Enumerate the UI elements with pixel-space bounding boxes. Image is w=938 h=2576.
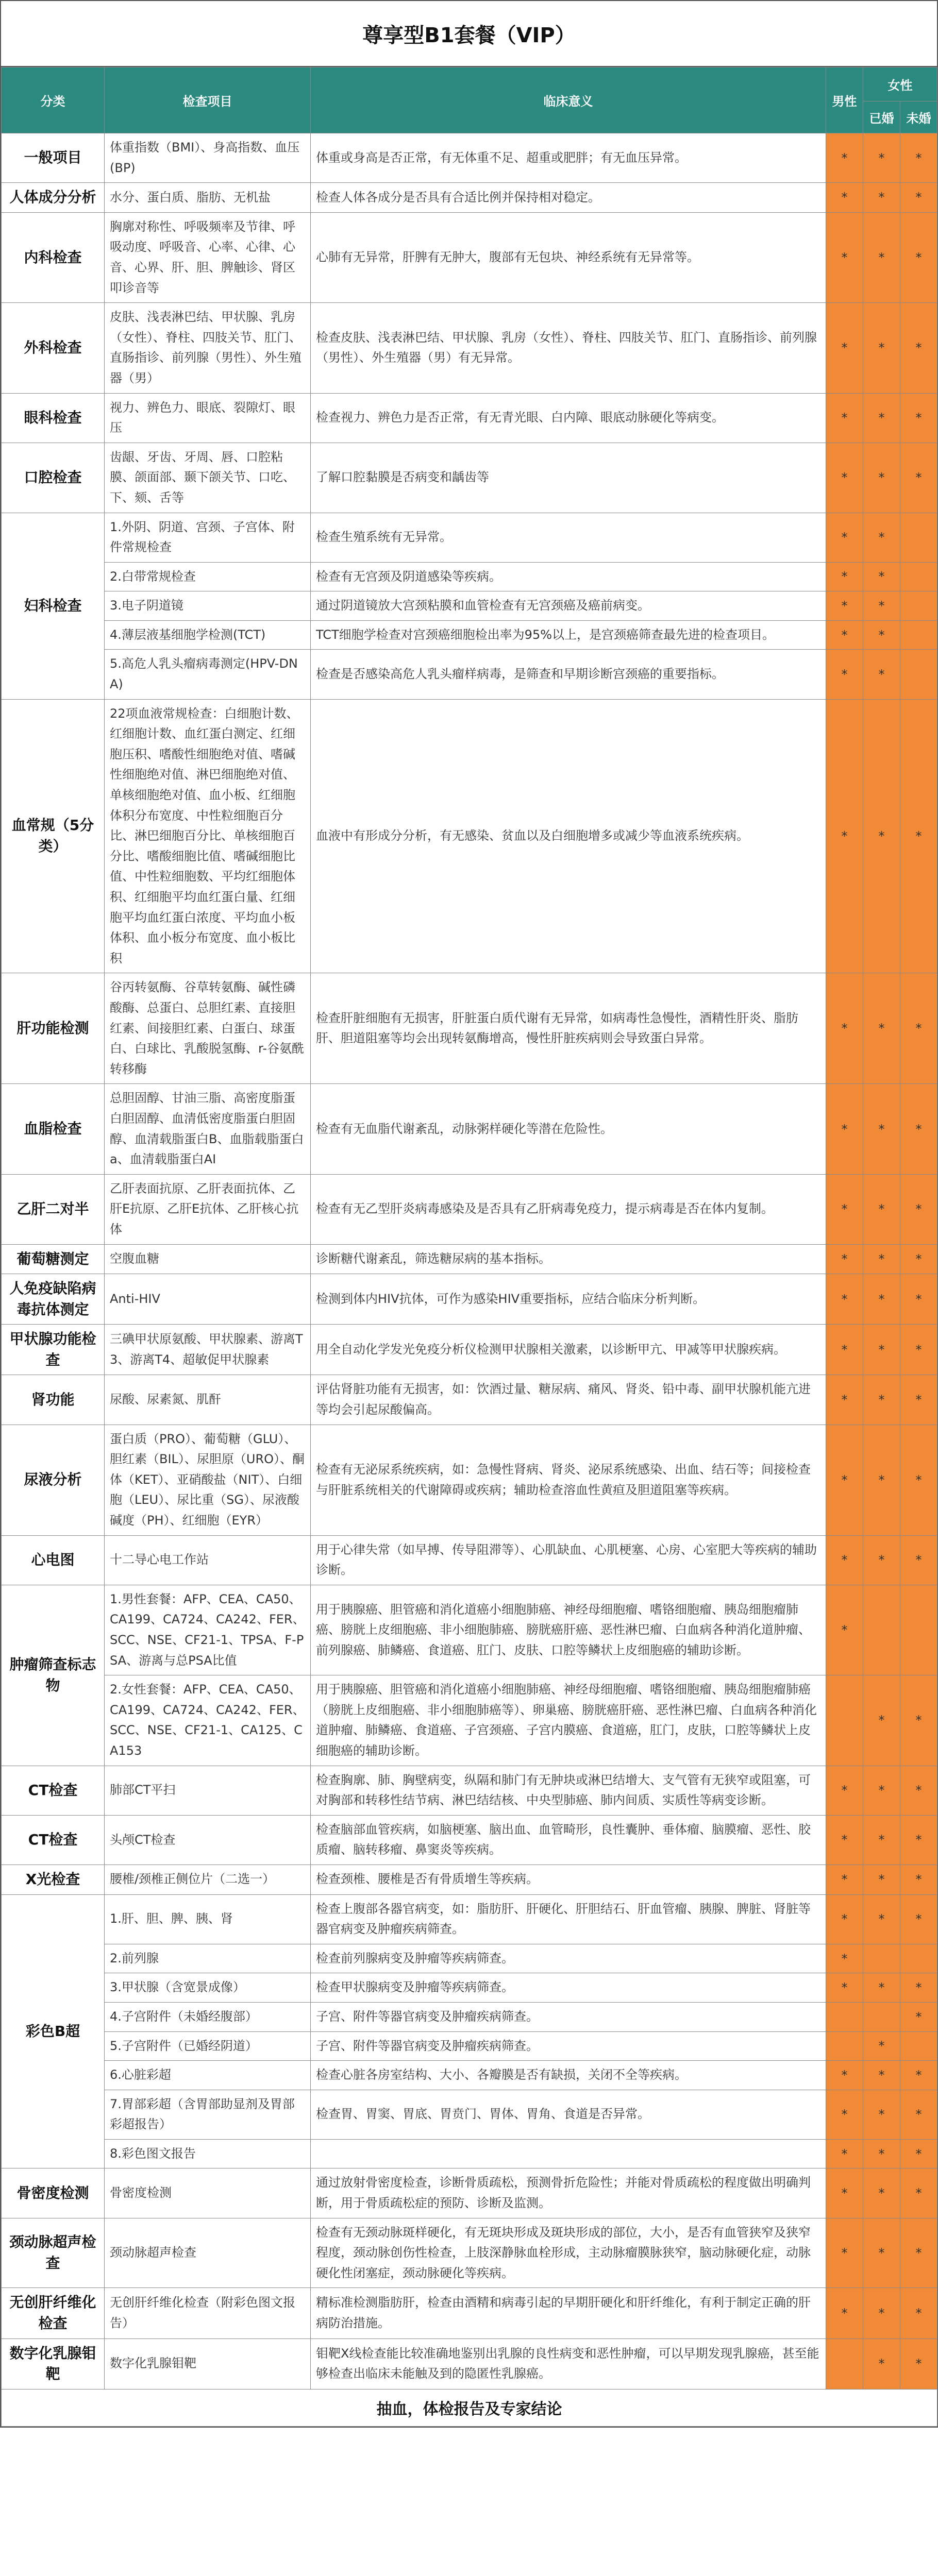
unmarried-mark xyxy=(900,650,937,699)
row-items: 3.电子阴道镜 xyxy=(105,591,311,621)
row-category: 乙肝二对半 xyxy=(2,1174,105,1244)
table-row xyxy=(2,2288,937,2338)
row-items: 头颅CT检查 xyxy=(105,1815,311,1865)
row-items: 蛋白质（PRO）、葡萄糖（GLU）、胆红素（BIL）、尿胆原（URO）、酮体（KET）、亚硝酸盐（NIT）、白细胞（LEU）、尿比重（SG）、尿液酸碱度（PH）、红细胞（EYR） xyxy=(105,1425,311,1535)
male-mark: * xyxy=(826,303,863,393)
row-category: 肿瘤筛查标志物 xyxy=(2,1585,105,1766)
male-mark: * xyxy=(826,1766,863,1815)
row-meaning: 检查颈椎、腰椎是否有骨质增生等疾病。 xyxy=(311,1865,826,1894)
unmarried-mark: * xyxy=(900,2168,937,2218)
row-category: 内科检查 xyxy=(2,212,105,302)
unmarried-mark: * xyxy=(900,133,937,183)
male-mark: * xyxy=(826,1944,863,1973)
row-items: 5.高危人乳头瘤病毒测定(HPV-DNA) xyxy=(105,650,311,699)
row-items: 水分、蛋白质、脂肪、无机盐 xyxy=(105,183,311,213)
married-mark: * xyxy=(863,133,900,183)
row-category: 妇科检查 xyxy=(2,513,105,699)
row-meaning: 血液中有形成分分析，有无感染、贫血以及白细胞增多或减少等血液系统疾病。 xyxy=(311,699,826,973)
header-female: 女性 xyxy=(863,67,937,101)
married-mark: * xyxy=(863,212,900,302)
row-category: 肾功能 xyxy=(2,1375,105,1425)
row-category: X光检查 xyxy=(2,1865,105,1894)
unmarried-mark: * xyxy=(900,2090,937,2139)
unmarried-mark: * xyxy=(900,1174,937,1244)
married-mark: * xyxy=(863,562,900,591)
married-mark: * xyxy=(863,650,900,699)
table-row xyxy=(2,1815,937,1865)
row-meaning: 了解口腔黏膜是否病变和龋齿等 xyxy=(311,443,826,513)
row-items: 体重指数（BMI）、身高指数、血压(BP) xyxy=(105,133,311,183)
unmarried-mark xyxy=(900,562,937,591)
row-category: 尿液分析 xyxy=(2,1425,105,1535)
table-row xyxy=(2,620,937,650)
male-mark: * xyxy=(826,1535,863,1585)
table-header xyxy=(2,67,937,133)
married-mark: * xyxy=(863,591,900,621)
row-meaning: 检查是否感染高危人乳头瘤样病毒，是筛查和早期诊断宫颈癌的重要指标。 xyxy=(311,650,826,699)
male-mark: * xyxy=(826,1244,863,1274)
married-mark: * xyxy=(863,303,900,393)
table-row xyxy=(2,591,937,621)
package-title: 尊享型B1套餐（VIP） xyxy=(1,1,937,67)
unmarried-mark: * xyxy=(900,1375,937,1425)
table-row xyxy=(2,562,937,591)
row-items: 无创肝纤维化检查（附彩色图文报告） xyxy=(105,2288,311,2338)
table-row xyxy=(2,1325,937,1375)
unmarried-mark xyxy=(900,2031,937,2061)
row-items: 三碘甲状原氨酸、甲状腺素、游离T3、游离T4、超敏促甲状腺素 xyxy=(105,1325,311,1375)
male-mark: * xyxy=(826,1375,863,1425)
unmarried-mark xyxy=(900,620,937,650)
table-row xyxy=(2,1894,937,1944)
married-mark: * xyxy=(863,1535,900,1585)
row-category: 葡萄糖测定 xyxy=(2,1244,105,1274)
unmarried-mark: * xyxy=(900,443,937,513)
row-meaning: 用于胰腺癌、胆管癌和消化道癌小细胞肺癌、神经母细胞瘤、嗜铬细胞瘤、胰岛细胞瘤肺癌（膀胱上皮细胞癌、非小细胞肺癌等）、卵巢癌、膀胱癌肝癌、恶性淋巴瘤、白血病各种消化道肿瘤、肺鳞癌、食道癌、子宫颈癌、子宫内膜癌、食道癌，肛门，皮肤，口腔等鳞状上皮细胞癌的辅助诊断。 xyxy=(311,1675,826,1766)
row-meaning: 检查有无颈动脉斑样硬化，有无斑块形成及斑块形成的部位，大小，是否有血管狭窄及狭窄程度，颈动脉创伤性检查，上肢深静脉血栓形成，主动脉瘤膜脉狭窄，脑动脉硬化症，动脉硬化性闭塞症，颈动脉硬化等疾病。 xyxy=(311,2218,826,2288)
table-row xyxy=(2,1535,937,1585)
married-mark: * xyxy=(863,1973,900,2003)
unmarried-mark xyxy=(900,1944,937,1973)
row-meaning: 检查有无泌尿系统疾病，如：急慢性肾病、肾炎、泌尿系统感染、出血、结石等；间接检查与肝脏系统相关的代谢障碍或疾病；辅助检查溶血性黄疸及胆道阻塞等疾病。 xyxy=(311,1425,826,1535)
row-meaning: 精标准检测脂肪肝，检查由酒精和病毒引起的早期肝硬化和肝纤维化，有利于制定正确的肝病防治措施。 xyxy=(311,2288,826,2338)
married-mark: * xyxy=(863,1815,900,1865)
row-meaning: 检查甲状腺病变及肿瘤等疾病筛查。 xyxy=(311,1973,826,2003)
row-category: 肝功能检测 xyxy=(2,973,105,1084)
male-mark: * xyxy=(826,133,863,183)
row-items: 空腹血糖 xyxy=(105,1244,311,1274)
married-mark: * xyxy=(863,620,900,650)
married-mark: * xyxy=(863,2031,900,2061)
unmarried-mark: * xyxy=(900,1274,937,1325)
header-unmarried: 未婚 xyxy=(900,101,937,133)
row-meaning: 用于胰腺癌、胆管癌和消化道癌小细胞肺癌、神经母细胞瘤、嗜铬细胞瘤、胰岛细胞瘤肺癌、膀胱上皮细胞癌、非小细胞肺癌、膀胱癌肝癌、恶性淋巴瘤、白血病各种消化道肿瘤、前列腺癌、肺鳞癌、食道癌、肛门、皮肤、口腔等鳞状上皮细胞癌的辅助诊断。 xyxy=(311,1585,826,1675)
married-mark: * xyxy=(863,1894,900,1944)
row-category: 人免疫缺陷病毒抗体测定 xyxy=(2,1274,105,1325)
row-items: 4.薄层液基细胞学检测(TCT) xyxy=(105,620,311,650)
row-meaning: 检查有无血脂代谢紊乱，动脉粥样硬化等潜在危险性。 xyxy=(311,1084,826,1174)
married-mark: * xyxy=(863,183,900,213)
table-row xyxy=(2,1274,937,1325)
row-meaning: 评估肾脏功能有无损害，如：饮酒过量、糖尿病、痛风、肾炎、铅中毒、副甲状腺机能亢进等均会引起尿酸偏高。 xyxy=(311,1375,826,1425)
row-items: 数字化乳腺钼靶 xyxy=(105,2338,311,2389)
married-mark: * xyxy=(863,513,900,562)
male-mark: * xyxy=(826,1585,863,1675)
row-meaning: 检查人体各成分是否具有合适比例并保持相对稳定。 xyxy=(311,183,826,213)
row-items: 齿龈、牙齿、牙周、唇、口腔粘膜、颌面部、颞下颌关节、口吃、下、颏、舌等 xyxy=(105,443,311,513)
unmarried-mark: * xyxy=(900,303,937,393)
married-mark: * xyxy=(863,1375,900,1425)
male-mark: * xyxy=(826,212,863,302)
table-row xyxy=(2,1585,937,1675)
male-mark: * xyxy=(826,620,863,650)
row-meaning: 心肺有无异常，肝脾有无肿大，腹部有无包块、神经系统有无异常等。 xyxy=(311,212,826,302)
row-items: 6.心脏彩超 xyxy=(105,2061,311,2090)
unmarried-mark: * xyxy=(900,2002,937,2031)
table-row xyxy=(2,183,937,213)
row-category: 无创肝纤维化检查 xyxy=(2,2288,105,2338)
table-row xyxy=(2,1425,937,1535)
row-items: 22项血液常规检查：白细胞计数、红细胞计数、血红蛋白测定、红细胞压积、嗜酸性细胞绝对值、嗜碱性细胞绝对值、淋巴细胞绝对值、单核细胞绝对值、血小板、红细胞体积分布宽度、中性粒细胞百分比、淋巴细胞百分比、单核细胞百分比、嗜酸细胞比值、嗜碱细胞比值、中性粒细胞数、平均红细胞体积、红细胞平均血红蛋白量、红细胞平均血红蛋白浓度、平均血小板体积、血小板分布宽度、血小板比积 xyxy=(105,699,311,973)
table-row xyxy=(2,1944,937,1973)
unmarried-mark: * xyxy=(900,2338,937,2389)
table-row xyxy=(2,973,937,1084)
male-mark: * xyxy=(826,183,863,213)
table-row xyxy=(2,2218,937,2288)
row-meaning: 检查生殖系统有无异常。 xyxy=(311,513,826,562)
married-mark: * xyxy=(863,1865,900,1894)
table-row xyxy=(2,2090,937,2139)
unmarried-mark xyxy=(900,513,937,562)
row-items: 7.胃部彩超（含胃部助显剂及胃部彩超报告） xyxy=(105,2090,311,2139)
male-mark: * xyxy=(826,1815,863,1865)
unmarried-mark: * xyxy=(900,1244,937,1274)
table-body xyxy=(2,133,937,2389)
married-mark: * xyxy=(863,1244,900,1274)
unmarried-mark: * xyxy=(900,1675,937,1766)
male-mark: * xyxy=(826,1425,863,1535)
row-meaning: 检查胸廓、肺、胸壁病变，纵隔和肺门有无肿块或淋巴结增大、支气管有无狭窄或阻塞，可对胸部和转移性结节病、淋巴结结核、中央型肺癌、肺内间质、实质性等病变诊断。 xyxy=(311,1766,826,1815)
unmarried-mark: * xyxy=(900,1894,937,1944)
married-mark: * xyxy=(863,1425,900,1535)
married-mark: * xyxy=(863,2168,900,2218)
row-meaning: 通过阴道镜放大宫颈粘膜和血管检查有无宫颈癌及癌前病变。 xyxy=(311,591,826,621)
row-items: 2.白带常规检查 xyxy=(105,562,311,591)
table-row xyxy=(2,2168,937,2218)
male-mark: * xyxy=(826,973,863,1084)
table-row xyxy=(2,1766,937,1815)
table-row xyxy=(2,2002,937,2031)
table-row xyxy=(2,212,937,302)
male-mark: * xyxy=(826,650,863,699)
row-items: 胸廓对称性、呼吸频率及节律、呼吸动度、呼吸音、心率、心律、心音、心界、肝、胆、脾触诊、肾区叩诊音等 xyxy=(105,212,311,302)
row-meaning: TCT细胞学检查对宫颈癌细胞检出率为95%以上，是宫颈癌筛查最先进的检查项目。 xyxy=(311,620,826,650)
male-mark: * xyxy=(826,393,863,443)
row-meaning: 用于心律失常（如早搏、传导阻滞等）、心肌缺血、心肌梗塞、心房、心室肥大等疾病的辅助诊断。 xyxy=(311,1535,826,1585)
married-mark: * xyxy=(863,1084,900,1174)
unmarried-mark: * xyxy=(900,1973,937,2003)
row-category: 甲状腺功能检查 xyxy=(2,1325,105,1375)
male-mark: * xyxy=(826,513,863,562)
row-meaning: 钼靶X线检查能比较准确地鉴别出乳腺的良性病变和恶性肿瘤，可以早期发现乳腺癌，甚至能够检查出临床未能触及到的隐匿性乳腺癌。 xyxy=(311,2338,826,2389)
row-meaning: 诊断糖代谢紊乱，筛选糖尿病的基本指标。 xyxy=(311,1244,826,1274)
married-mark: * xyxy=(863,443,900,513)
married-mark: * xyxy=(863,2139,900,2168)
row-category: 眼科检查 xyxy=(2,393,105,443)
row-meaning: 体重或身高是否正常，有无体重不足、超重或肥胖；有无血压异常。 xyxy=(311,133,826,183)
row-items: 皮肤、浅表淋巴结、甲状腺、乳房（女性）、脊柱、四肢关节、肛门、直肠指诊、前列腺（男性）、外生殖器（男） xyxy=(105,303,311,393)
table-row xyxy=(2,2338,937,2389)
male-mark: * xyxy=(826,562,863,591)
male-mark xyxy=(826,1675,863,1766)
header-category: 分类 xyxy=(2,67,105,133)
row-items: 5.子宫附件（已婚经阴道） xyxy=(105,2031,311,2061)
row-meaning: 检查皮肤、浅表淋巴结、甲状腺、乳房（女性）、脊柱、四肢关节、肛门、直肠指诊、前列腺（男性）、外生殖器（男）有无异常。 xyxy=(311,303,826,393)
male-mark: * xyxy=(826,2168,863,2218)
row-items: 1.男性套餐：AFP、CEA、CA50、CA199、CA724、CA242、FER、SCC、NSE、CF21-1、TPSA、F-PSA、游离与总PSA比值 xyxy=(105,1585,311,1675)
row-meaning: 检测到体内HIV抗体，可作为感染HIV重要指标，应结合临床分析判断。 xyxy=(311,1274,826,1325)
row-items: 3.甲状腺（含宽景成像） xyxy=(105,1973,311,2003)
row-category: CT检查 xyxy=(2,1766,105,1815)
table-row xyxy=(2,1174,937,1244)
unmarried-mark: * xyxy=(900,2061,937,2090)
header-married: 已婚 xyxy=(863,101,900,133)
row-items: 尿酸、尿素氮、肌酐 xyxy=(105,1375,311,1425)
married-mark: * xyxy=(863,2218,900,2288)
male-mark: * xyxy=(826,1325,863,1375)
row-category: 骨密度检测 xyxy=(2,2168,105,2218)
row-items: 谷丙转氨酶、谷草转氨酶、碱性磷酸酶、总蛋白、总胆红素、直接胆红素、间接胆红素、白蛋白、球蛋白、白球比、乳酸脱氢酶、r-谷氨酰转移酶 xyxy=(105,973,311,1084)
table-row xyxy=(2,2139,937,2168)
row-meaning: 子宫、附件等器官病变及肿瘤疾病筛查。 xyxy=(311,2002,826,2031)
table-row xyxy=(2,1084,937,1174)
row-meaning: 通过放射骨密度检查，诊断骨质疏松，预测骨折危险性；并能对骨质疏松的程度做出明确判断，用于骨质疏松症的预防、诊断及监测。 xyxy=(311,2168,826,2218)
row-items: 乙肝表面抗原、乙肝表面抗体、乙肝E抗原、乙肝E抗体、乙肝核心抗体 xyxy=(105,1174,311,1244)
unmarried-mark: * xyxy=(900,1815,937,1865)
row-category: 一般项目 xyxy=(2,133,105,183)
table-row xyxy=(2,1675,937,1766)
married-mark: * xyxy=(863,699,900,973)
male-mark: * xyxy=(826,1973,863,2003)
married-mark: * xyxy=(863,1325,900,1375)
married-mark xyxy=(863,2002,900,2031)
row-meaning: 检查有无乙型肝炎病毒感染及是否具有乙肝病毒免疫力，提示病毒是否在体内复制。 xyxy=(311,1174,826,1244)
row-items: Anti-HIV xyxy=(105,1274,311,1325)
married-mark xyxy=(863,1585,900,1675)
row-category: CT检查 xyxy=(2,1815,105,1865)
row-meaning: 用全自动化学发光免疫分析仪检测甲状腺相关激素，以诊断甲亢、甲减等甲状腺疾病。 xyxy=(311,1325,826,1375)
table-row xyxy=(2,2031,937,2061)
row-items: 2.女性套餐：AFP、CEA、CA50、CA199、CA724、CA242、FER、SCC、NSE、CF21-1、CA125、CA153 xyxy=(105,1675,311,1766)
row-items: 8.彩色图文报告 xyxy=(105,2139,311,2168)
unmarried-mark: * xyxy=(900,1084,937,1174)
male-mark: * xyxy=(826,443,863,513)
unmarried-mark: * xyxy=(900,2139,937,2168)
married-mark: * xyxy=(863,1675,900,1766)
male-mark: * xyxy=(826,1084,863,1174)
male-mark: * xyxy=(826,591,863,621)
male-mark xyxy=(826,2031,863,2061)
row-meaning xyxy=(311,2139,826,2168)
unmarried-mark: * xyxy=(900,1865,937,1894)
header-items: 检查项目 xyxy=(105,67,311,133)
married-mark: * xyxy=(863,393,900,443)
married-mark: * xyxy=(863,1274,900,1325)
table-row xyxy=(2,393,937,443)
unmarried-mark xyxy=(900,591,937,621)
male-mark: * xyxy=(826,2061,863,2090)
male-mark: * xyxy=(826,1894,863,1944)
married-mark: * xyxy=(863,1174,900,1244)
table-row xyxy=(2,513,937,562)
table-row xyxy=(2,650,937,699)
male-mark xyxy=(826,2338,863,2389)
table-row xyxy=(2,1973,937,2003)
footer-summary: 抽血，体检报告及专家结论 xyxy=(2,2389,937,2426)
unmarried-mark: * xyxy=(900,2288,937,2338)
row-items: 1.外阴、阴道、宫颈、子宫体、附件常规检查 xyxy=(105,513,311,562)
row-items: 颈动脉超声检查 xyxy=(105,2218,311,2288)
male-mark: * xyxy=(826,2218,863,2288)
row-meaning: 检查脑部血管疾病，如脑梗塞、脑出血、血管畸形，良性囊肿、垂体瘤、脑膜瘤、恶性、胶质瘤、脑转移瘤、鼻窦炎等疾病。 xyxy=(311,1815,826,1865)
row-meaning: 检查前列腺病变及肿瘤等疾病筛查。 xyxy=(311,1944,826,1973)
unmarried-mark: * xyxy=(900,973,937,1084)
row-meaning: 检查上腹部各器官病变，如：脂肪肝、肝硬化、肝胆结石、肝血管瘤、胰腺、脾脏、肾脏等器官病变及肿瘤疾病筛查。 xyxy=(311,1894,826,1944)
table-row xyxy=(2,443,937,513)
unmarried-mark: * xyxy=(900,1766,937,1815)
married-mark: * xyxy=(863,2288,900,2338)
row-items: 视力、辨色力、眼底、裂隙灯、眼压 xyxy=(105,393,311,443)
table-row xyxy=(2,1375,937,1425)
table-row xyxy=(2,1865,937,1894)
male-mark: * xyxy=(826,2139,863,2168)
married-mark: * xyxy=(863,973,900,1084)
row-meaning: 检查胃、胃窦、胃底、胃贲门、胃体、胃角、食道是否异常。 xyxy=(311,2090,826,2139)
row-meaning: 子宫、附件等器官病变及肿瘤疾病筛查。 xyxy=(311,2031,826,2061)
male-mark: * xyxy=(826,1174,863,1244)
row-meaning: 检查心脏各房室结构、大小、各瓣膜是否有缺损，关闭不全等疾病。 xyxy=(311,2061,826,2090)
unmarried-mark: * xyxy=(900,1325,937,1375)
row-category: 口腔检查 xyxy=(2,443,105,513)
table-row xyxy=(2,133,937,183)
married-mark: * xyxy=(863,1766,900,1815)
unmarried-mark xyxy=(900,1585,937,1675)
row-meaning: 检查视力、辨色力是否正常，有无青光眼、白内障、眼底动脉硬化等病变。 xyxy=(311,393,826,443)
row-meaning: 检查肝脏细胞有无损害，肝脏蛋白质代谢有无异常，如病毒性急慢性，酒精性肝炎、脂肪肝、胆道阻塞等均会出现转氨酶增高，慢性肝脏疾病则会导致蛋白异常。 xyxy=(311,973,826,1084)
row-category: 人体成分分析 xyxy=(2,183,105,213)
row-items: 1.肝、胆、脾、胰、肾 xyxy=(105,1894,311,1944)
married-mark: * xyxy=(863,2090,900,2139)
male-mark: * xyxy=(826,1865,863,1894)
married-mark xyxy=(863,1944,900,1973)
unmarried-mark: * xyxy=(900,183,937,213)
unmarried-mark: * xyxy=(900,393,937,443)
unmarried-mark: * xyxy=(900,212,937,302)
row-items: 十二导心电工作站 xyxy=(105,1535,311,1585)
male-mark: * xyxy=(826,2090,863,2139)
row-category: 血脂检查 xyxy=(2,1084,105,1174)
table-row xyxy=(2,699,937,973)
row-meaning: 检查有无宫颈及阴道感染等疾病。 xyxy=(311,562,826,591)
row-items: 骨密度检测 xyxy=(105,2168,311,2218)
row-category: 彩色B超 xyxy=(2,1894,105,2168)
table-row xyxy=(2,2061,937,2090)
male-mark: * xyxy=(826,1274,863,1325)
married-mark: * xyxy=(863,2061,900,2090)
row-items: 总胆固醇、甘油三脂、高密度脂蛋白胆固醇、血清低密度脂蛋白胆固醇、血清载脂蛋白B、血脂载脂蛋白a、血清载脂蛋白AI xyxy=(105,1084,311,1174)
unmarried-mark: * xyxy=(900,1425,937,1535)
exam-table xyxy=(1,67,937,2427)
male-mark: * xyxy=(826,699,863,973)
unmarried-mark: * xyxy=(900,699,937,973)
row-items: 腰椎/颈椎正侧位片（二选一） xyxy=(105,1865,311,1894)
row-category: 血常规（5分类） xyxy=(2,699,105,973)
row-category: 外科检查 xyxy=(2,303,105,393)
row-category: 颈动脉超声检查 xyxy=(2,2218,105,2288)
row-items: 2.前列腺 xyxy=(105,1944,311,1973)
row-items: 4.子宫附件（未婚经腹部） xyxy=(105,2002,311,2031)
header-male: 男性 xyxy=(826,67,863,133)
male-mark: * xyxy=(826,2288,863,2338)
row-category: 心电图 xyxy=(2,1535,105,1585)
unmarried-mark: * xyxy=(900,1535,937,1585)
male-mark xyxy=(826,2002,863,2031)
unmarried-mark: * xyxy=(900,2218,937,2288)
table-row xyxy=(2,303,937,393)
row-category: 数字化乳腺钼靶 xyxy=(2,2338,105,2389)
row-items: 肺部CT平扫 xyxy=(105,1766,311,1815)
table-row xyxy=(2,1244,937,1274)
married-mark: * xyxy=(863,2338,900,2389)
header-meaning: 临床意义 xyxy=(311,67,826,133)
